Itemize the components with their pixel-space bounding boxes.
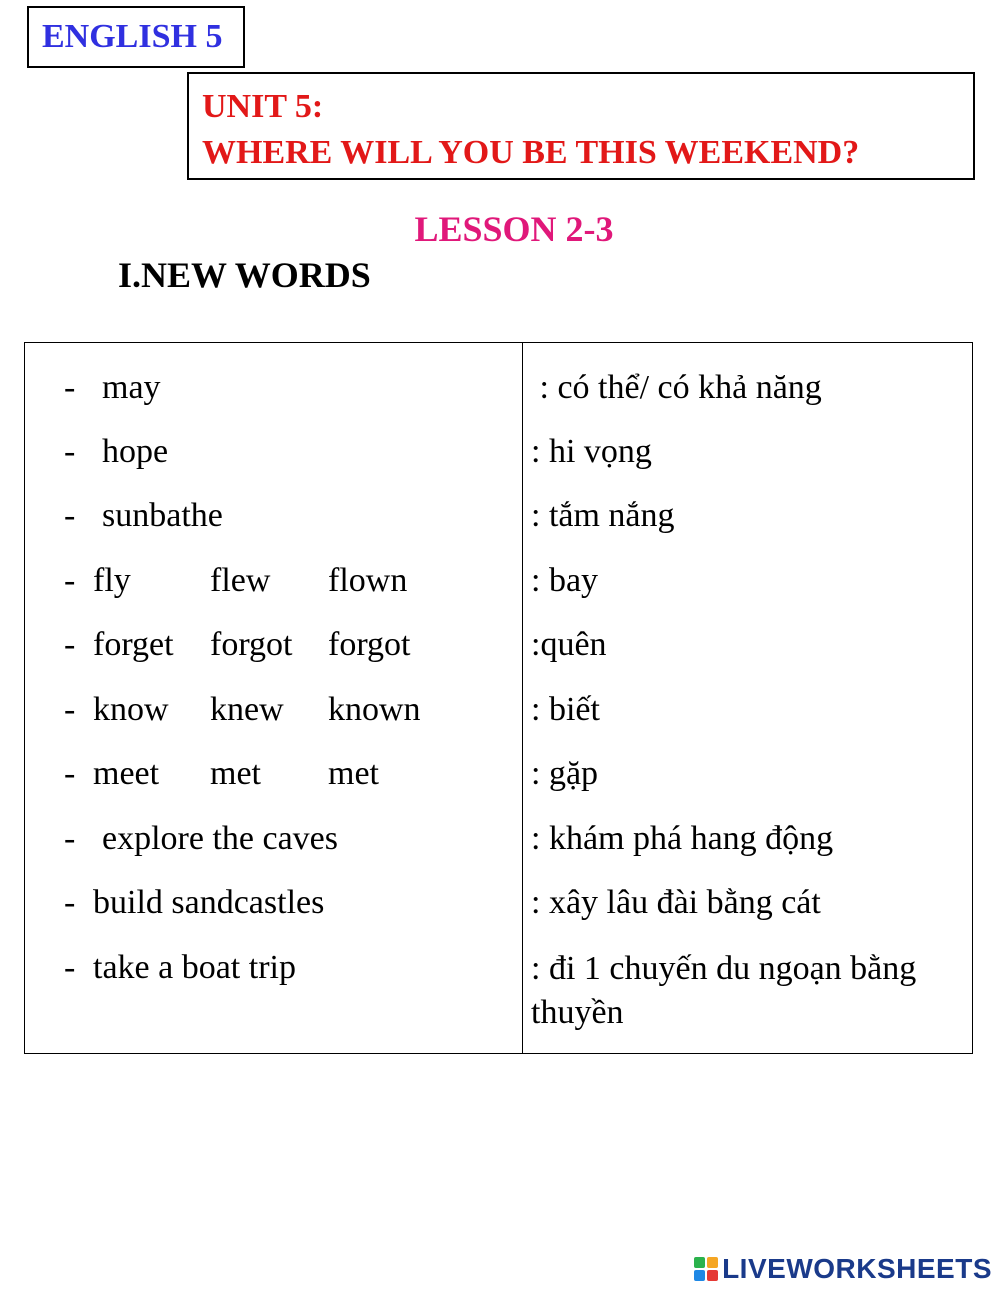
vocab-meaning: : khám phá hang động — [531, 820, 834, 857]
vocab-meaning: : gặp — [531, 755, 599, 792]
vocabulary-table — [24, 342, 973, 1054]
vocab-word: may — [102, 369, 161, 406]
liveworksheets-logo-icon — [694, 1257, 718, 1281]
bullet-dash: - — [64, 949, 76, 986]
bullet-dash: - — [64, 820, 76, 857]
unit-question: WHERE WILL YOU BE THIS WEEKEND? — [202, 134, 860, 171]
unit-title-box — [187, 72, 975, 180]
vocab-word: explore the caves — [102, 820, 338, 857]
vocab-row — [25, 431, 972, 495]
vocab-meaning: : bay — [531, 562, 599, 599]
verb-past-participle: met — [328, 755, 379, 792]
bullet-dash: - — [64, 691, 76, 728]
vocab-row — [25, 495, 972, 559]
vocab-row — [25, 882, 972, 946]
vocab-word: hope — [102, 433, 169, 470]
brand-name: LIVEWORKSHEETS — [722, 1253, 992, 1284]
vocab-meaning: : tắm nắng — [531, 497, 675, 534]
verb-base-form: know — [93, 691, 169, 728]
bullet-dash: - — [64, 755, 76, 792]
verb-base-form: meet — [93, 755, 160, 792]
lesson-title: LESSON 2-3 — [414, 209, 614, 249]
vocab-row — [25, 818, 972, 882]
vocab-meaning: : đi 1 chuyến du ngoạn bằng thuyền — [531, 950, 917, 1031]
verb-base-form: forget — [93, 626, 174, 663]
verb-past-form: flew — [210, 562, 271, 599]
vocab-row — [25, 367, 972, 431]
verb-past-participle: known — [328, 691, 421, 728]
bullet-dash: - — [64, 884, 76, 921]
verb-past-form: forgot — [210, 626, 293, 663]
subject-title: ENGLISH 5 — [27, 6, 245, 68]
bullet-dash: - — [64, 562, 76, 599]
unit-number: UNIT 5: — [202, 88, 324, 125]
verb-past-participle: forgot — [328, 626, 411, 663]
vocab-row — [25, 689, 972, 753]
bullet-dash: - — [64, 369, 76, 406]
verb-past-form: knew — [210, 691, 284, 728]
vocab-meaning: :quên — [531, 626, 607, 663]
vocab-row — [25, 560, 972, 624]
brand-watermark — [694, 1253, 992, 1285]
vocab-row — [25, 947, 972, 1047]
vocab-word: sunbathe — [102, 497, 223, 534]
vocab-row — [25, 624, 972, 688]
verb-past-form: met — [210, 755, 261, 792]
vocab-meaning: : có thể/ có khả năng — [531, 369, 822, 406]
verb-past-participle: flown — [328, 562, 408, 599]
bullet-dash: - — [64, 433, 76, 470]
bullet-dash: - — [64, 497, 76, 534]
section-heading: I.NEW WORDS — [118, 255, 371, 295]
bullet-dash: - — [64, 626, 76, 663]
vocab-row — [25, 753, 972, 817]
vocab-meaning: : hi vọng — [531, 433, 652, 470]
vocab-meaning: : xây lâu đài bằng cát — [531, 884, 821, 921]
verb-base-form: fly — [93, 562, 131, 599]
vocab-phrase: build sandcastles — [93, 884, 325, 921]
vocab-phrase: take a boat trip — [93, 949, 296, 986]
vocab-meaning: : biết — [531, 691, 600, 728]
